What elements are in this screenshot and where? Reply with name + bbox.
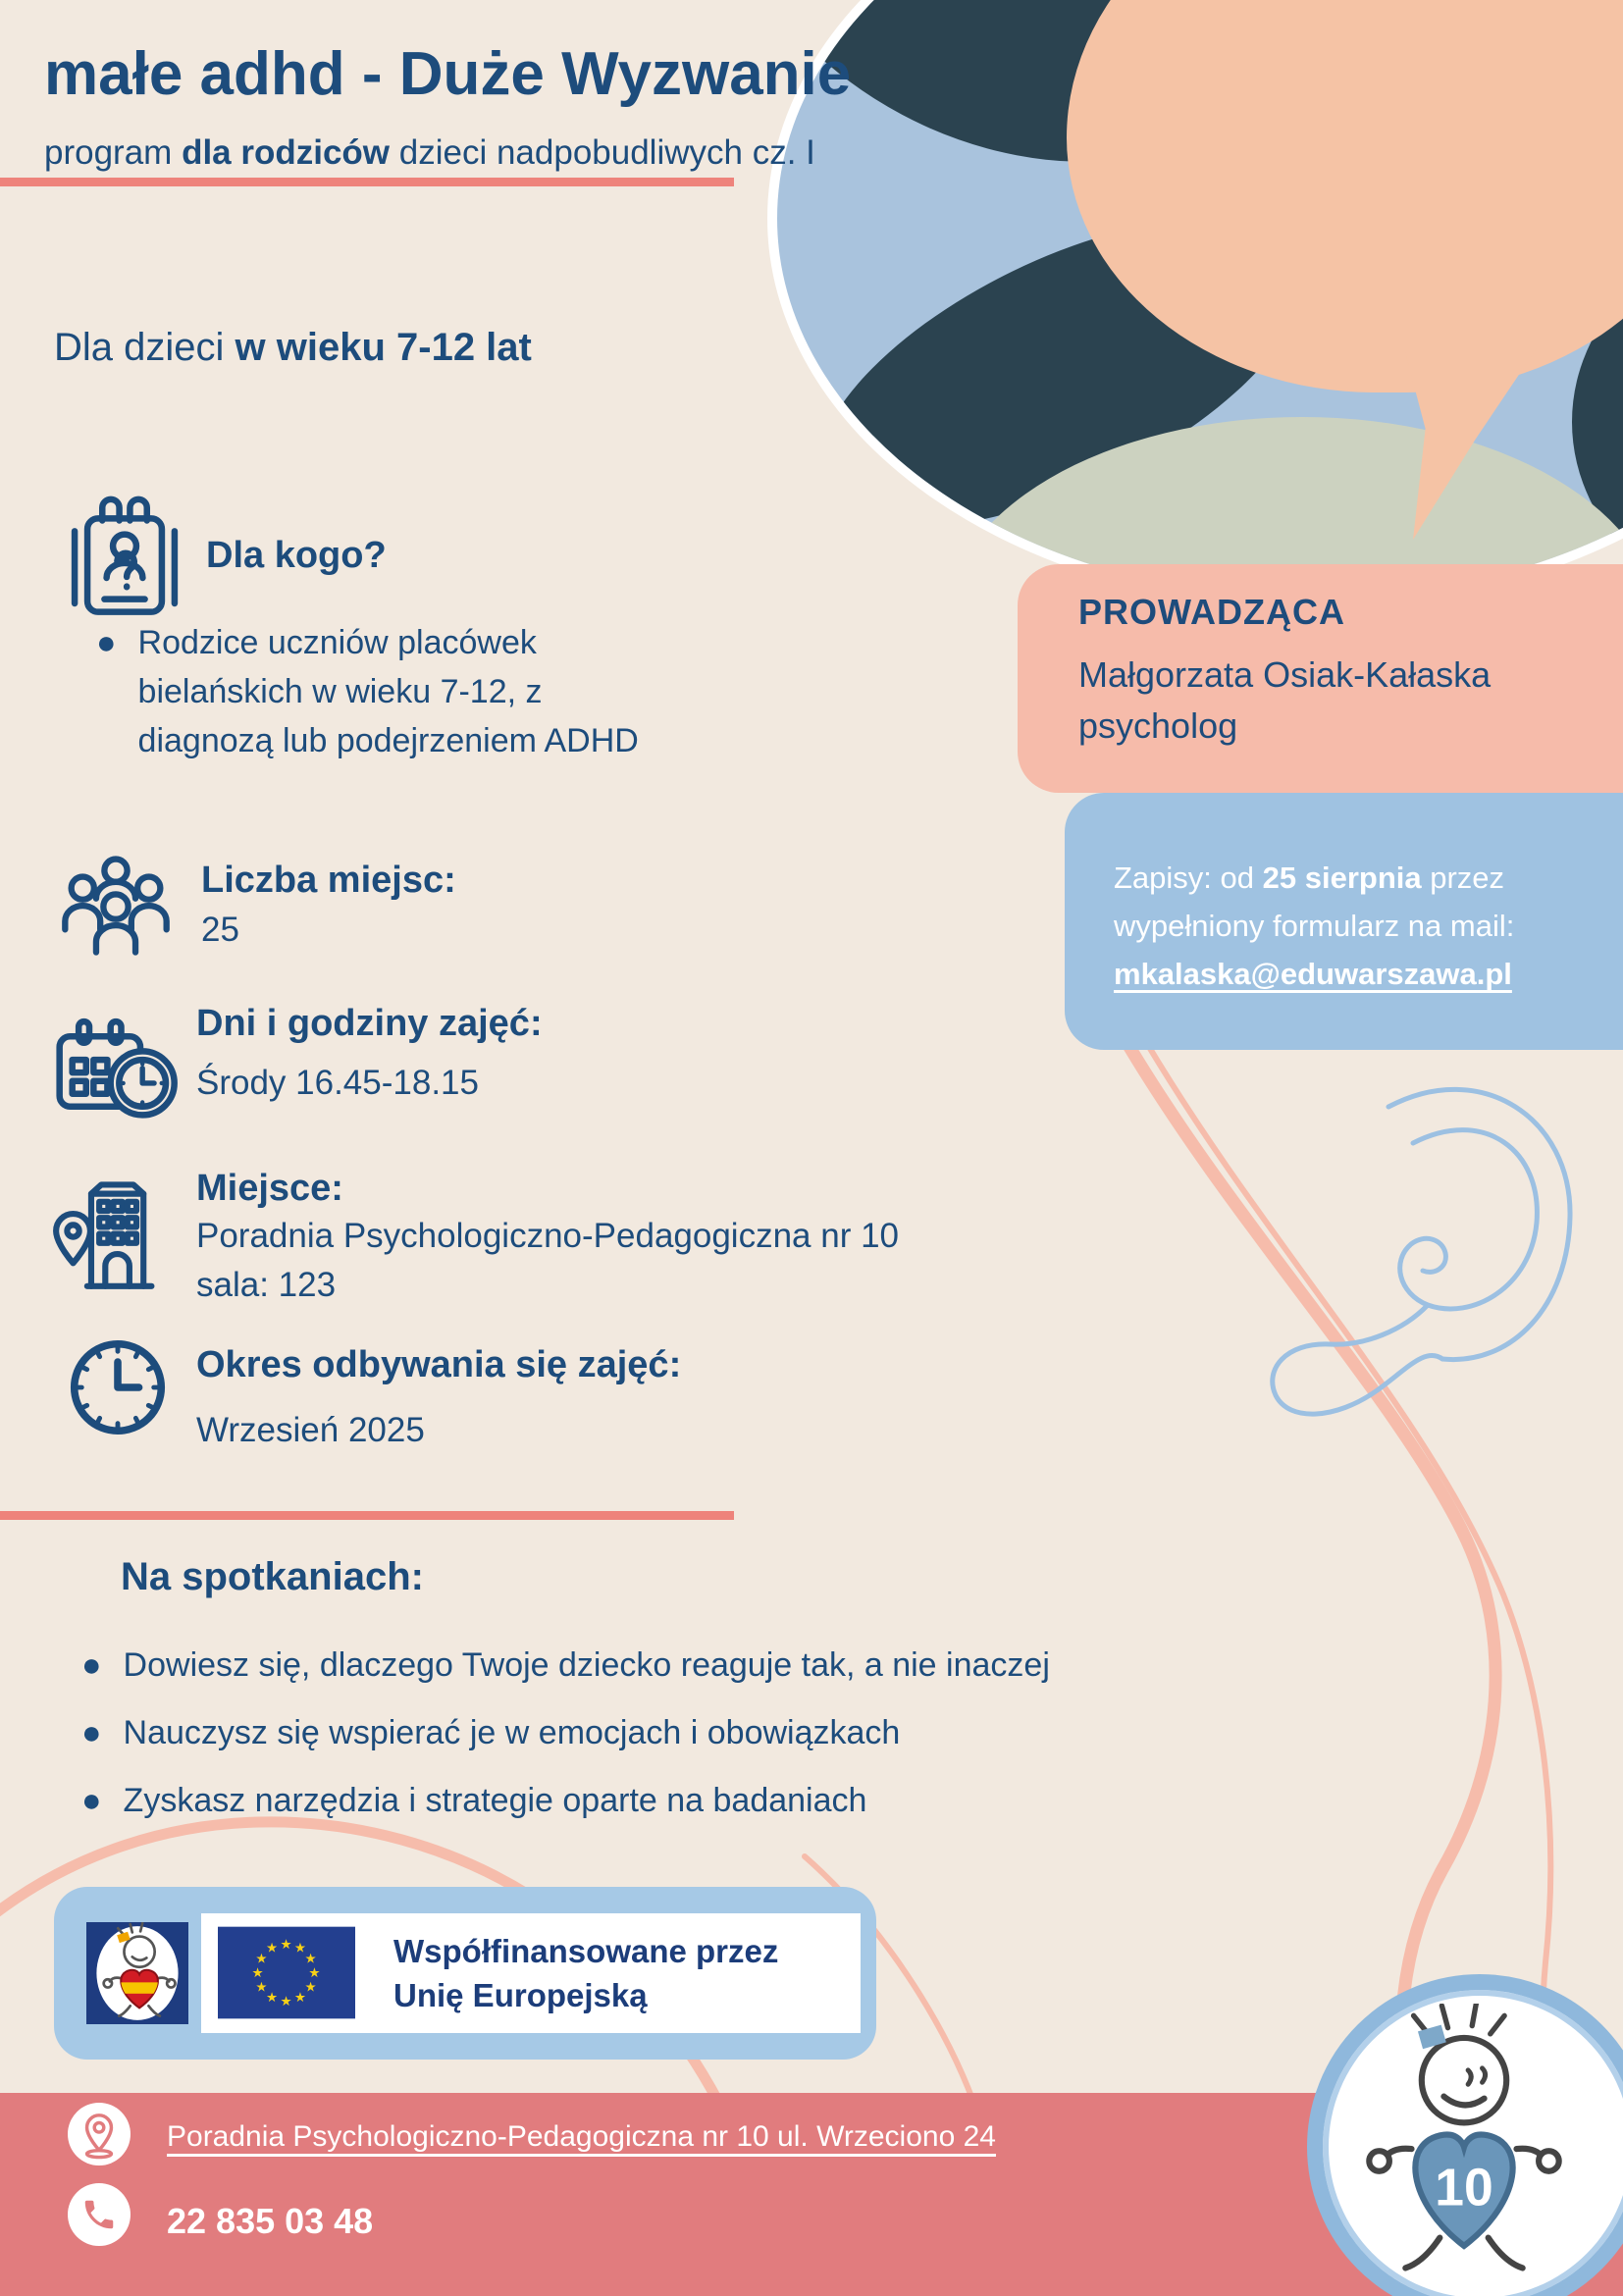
section-heading-okres: Okres odbywania się zajęć: bbox=[196, 1344, 682, 1385]
divider-top bbox=[0, 178, 734, 186]
signup-text-tail: przez wypełniony formularz na mail: bbox=[1114, 861, 1515, 943]
signup-date: 25 sierpnia bbox=[1262, 861, 1422, 895]
eu-flag-icon bbox=[218, 1926, 355, 2019]
svg-text:★: ★ bbox=[251, 1964, 264, 1981]
page-title: małe adhd - Duże Wyzwanie bbox=[44, 40, 852, 108]
location-pin-icon bbox=[68, 2103, 131, 2166]
meetings-item-text: Nauczysz się wspierać je w emocjach i obowiązkach bbox=[123, 1714, 901, 1751]
section-heading-liczba-miejsc: Liczba miejsc: bbox=[201, 860, 456, 901]
list-item bbox=[81, 1708, 1239, 1757]
presenter-name: Małgorzata Osiak-Kałaska bbox=[1078, 654, 1492, 695]
svg-text:★: ★ bbox=[304, 1979, 317, 1996]
presenter-role: psycholog bbox=[1078, 705, 1238, 746]
speech-bubbles-photo bbox=[767, 0, 1623, 608]
svg-text:★: ★ bbox=[255, 1979, 268, 1996]
list-item bbox=[81, 1776, 1239, 1825]
eu-funding-line2: Unię Europejską bbox=[393, 1977, 648, 2013]
eu-label-box bbox=[201, 1913, 861, 2033]
svg-text:★: ★ bbox=[280, 1993, 292, 2009]
calendar-clock-icon bbox=[51, 1013, 179, 1130]
svg-text:★: ★ bbox=[304, 1951, 317, 1967]
eu-funding-label bbox=[393, 1929, 778, 2017]
okres-value: Wrzesień 2025 bbox=[196, 1411, 425, 1449]
signup-email-link[interactable]: mkalaska@eduwarszawa.pl bbox=[1114, 957, 1512, 991]
meetings-list bbox=[81, 1641, 1239, 1844]
svg-text:★: ★ bbox=[308, 1964, 321, 1981]
meetings-item-text: Dowiesz się, dlaczego Twoje dziecko reaguje tak, a nie inaczej bbox=[123, 1646, 1050, 1684]
clock-icon bbox=[65, 1334, 171, 1440]
presenter-heading: PROWADZĄCA bbox=[1078, 592, 1345, 632]
child-heart-10-icon bbox=[1323, 2004, 1605, 2286]
ear-line-drawing bbox=[1273, 1089, 1570, 1414]
bullet-dot: ● bbox=[81, 1714, 102, 1751]
people-group-icon bbox=[59, 852, 173, 958]
phone-icon bbox=[68, 2183, 131, 2246]
signup-text: Zapisy: od bbox=[1114, 861, 1263, 895]
subtitle-tail-text: dzieci nadpobudliwych cz. I bbox=[390, 133, 815, 172]
section-heading-dni-godziny: Dni i godziny zajęć: bbox=[196, 1003, 543, 1044]
eu-funding-line1: Współfinansowane przez bbox=[393, 1933, 779, 1969]
presenter-card bbox=[1018, 564, 1623, 793]
footer-address-link[interactable]: Poradnia Psychologiczno-Pedagogiczna nr 10 ul. Wrzeciono 24 bbox=[167, 2120, 996, 2153]
subtitle-text: program bbox=[44, 133, 183, 172]
dla-kogo-bullet-text: Rodzice uczniów placówek bielańskich w wieku 7-12, z diagnozą lub podejrzeniem ADHD bbox=[137, 624, 639, 759]
section-heading-miejsce: Miejsce: bbox=[196, 1168, 343, 1209]
section-heading-dla-kogo: Dla kogo? bbox=[206, 535, 387, 576]
bullet-dot: ● bbox=[81, 1646, 102, 1684]
list-item bbox=[81, 1641, 1239, 1690]
svg-text:★: ★ bbox=[293, 1989, 307, 2006]
child-heart-logo-icon bbox=[86, 1922, 188, 2024]
audience-text: Dla dzieci bbox=[54, 326, 236, 369]
page-subtitle bbox=[44, 133, 815, 173]
audience-line bbox=[54, 326, 532, 370]
svg-text:★: ★ bbox=[265, 1940, 279, 1957]
poradnia-10-badge bbox=[1307, 1974, 1623, 2296]
miejsce-room-value: sala: 123 bbox=[196, 1266, 337, 1304]
poradnia-logo bbox=[86, 1922, 188, 2024]
audience-bold-text: w wieku 7-12 lat bbox=[235, 326, 532, 369]
divider-bottom bbox=[0, 1511, 734, 1520]
miejsce-value: Poradnia Psychologiczno-Pedagogiczna nr 10 bbox=[196, 1217, 900, 1255]
eu-funding-panel bbox=[54, 1887, 876, 2060]
dni-godziny-value: Środy 16.45-18.15 bbox=[196, 1064, 479, 1102]
subtitle-bold-text: dla rodziców bbox=[182, 133, 391, 172]
svg-text:★: ★ bbox=[280, 1936, 292, 1953]
footer-phone-number: 22 835 03 48 bbox=[167, 2201, 374, 2241]
liczba-miejsc-value: 25 bbox=[201, 911, 239, 949]
svg-text:★: ★ bbox=[293, 1940, 307, 1957]
meetings-heading: Na spotkaniach: bbox=[121, 1555, 424, 1598]
id-badge-person-icon bbox=[65, 489, 184, 616]
svg-text:★: ★ bbox=[265, 1989, 279, 2006]
bullet-dot: ● bbox=[81, 1782, 102, 1819]
dla-kogo-bullet bbox=[96, 618, 646, 765]
badge-number: 10 bbox=[1435, 2159, 1493, 2218]
svg-text:★: ★ bbox=[255, 1951, 268, 1967]
meetings-item-text: Zyskasz narzędzia i strategie oparte na badaniach bbox=[123, 1782, 867, 1819]
signup-card bbox=[1065, 793, 1623, 1050]
bullet-dot: ● bbox=[96, 624, 117, 661]
building-location-icon bbox=[51, 1168, 177, 1293]
